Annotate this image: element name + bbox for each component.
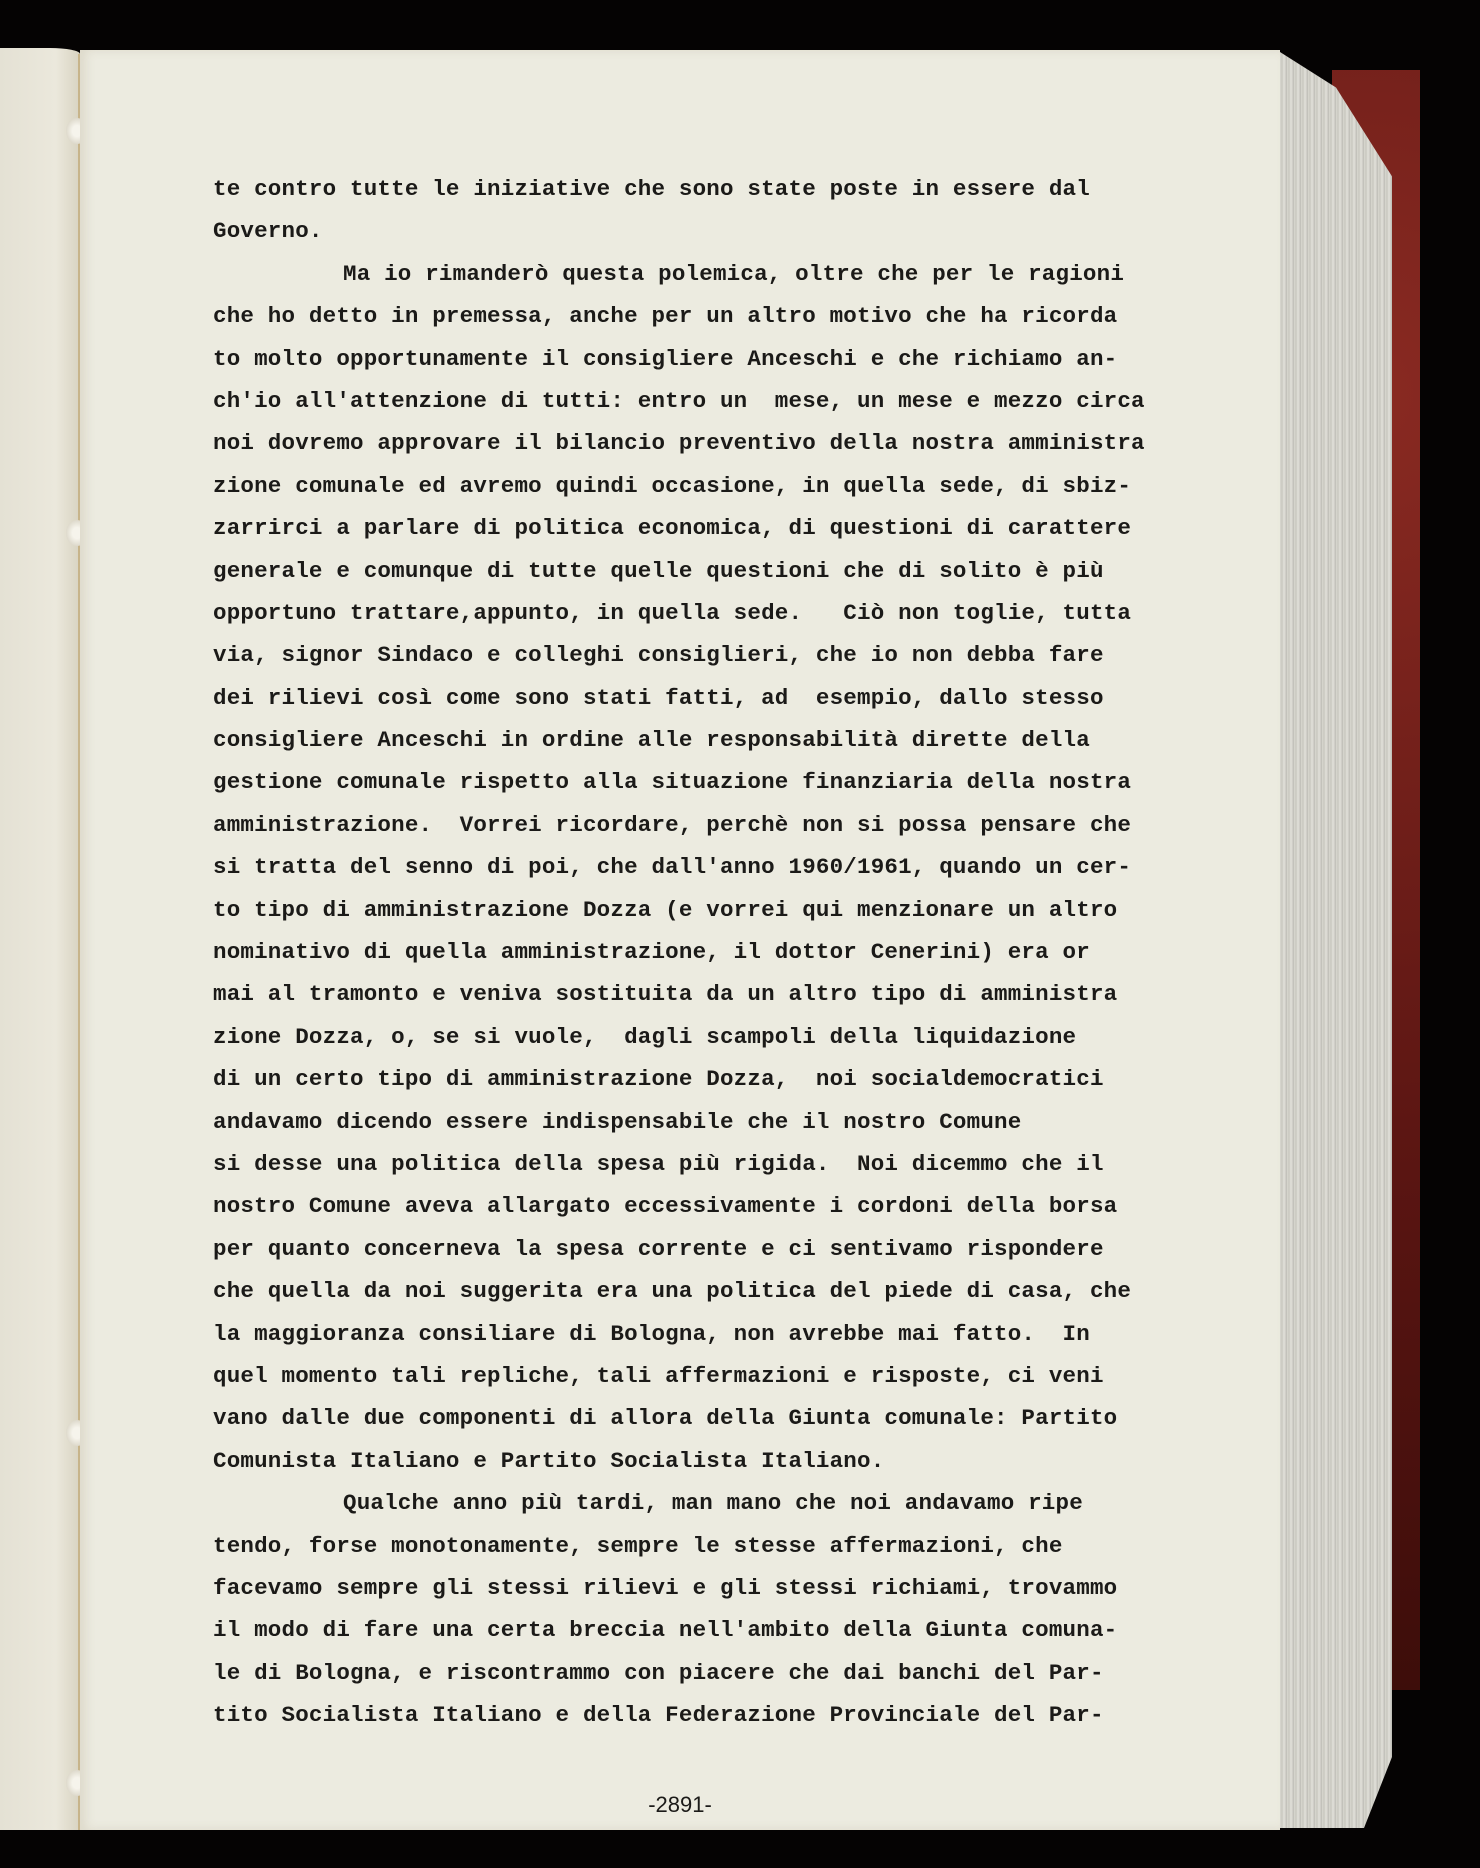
text-line: noi dovremo approvare il bilancio preventivo della nostra amministra: [213, 430, 1145, 457]
text-line: generale e comunque di tutte quelle questioni che di solito è più: [213, 557, 1104, 584]
text-line: nominativo di quella amministrazione, il dottor Cenerini) era or: [213, 939, 1090, 966]
text-line: si desse una politica della spesa più rigida. Noi dicemmo che il: [213, 1150, 1104, 1177]
text-line: via, signor Sindaco e colleghi consiglieri, che io non debba fare: [213, 642, 1104, 669]
text-line: mai al tramonto e veniva sostituita da un altro tipo di amministra: [213, 981, 1118, 1008]
page-stack-edge: [1280, 52, 1392, 1828]
text-line: to molto opportunamente il consigliere Anceschi e che richiamo an-: [213, 345, 1118, 372]
text-line: le di Bologna, e riscontrammo con piacere che dai banchi del Par-: [213, 1659, 1104, 1686]
text-line: che quella da noi suggerita era una politica del piede di casa, che: [213, 1278, 1132, 1305]
text-line: dei rilievi così come sono stati fatti, ad esempio, dallo stesso: [213, 684, 1104, 711]
text-line: vano dalle due componenti di allora della Giunta comunale: Partito: [213, 1405, 1118, 1432]
paragraph-first-line: Qualche anno più tardi, man mano che noi andavamo ripe: [343, 1490, 1083, 1517]
text-line: nostro Comune aveva allargato eccessivamente i cordoni della borsa: [213, 1193, 1118, 1220]
typewritten-body: [213, 168, 1243, 1736]
text-line: zione Dozza, o, se si vuole, dagli scampoli della liquidazione: [213, 1023, 1077, 1050]
text-line: consigliere Anceschi in ordine alle responsabilità dirette della: [213, 727, 1090, 754]
text-line: tendo, forse monotonamente, sempre le stesse affermazioni, che: [213, 1532, 1063, 1559]
text-line: te contro tutte le iniziative che sono state poste in essere dal: [213, 176, 1090, 202]
text-line: andavamo dicendo essere indispensabile che il nostro Comune: [213, 1108, 1022, 1135]
page-number: -2891-: [648, 1792, 712, 1817]
text-line: gestione comunale rispetto alla situazione finanziaria della nostra: [213, 769, 1132, 796]
text-line: quel momento tali repliche, tali affermazioni e risposte, ci veni: [213, 1362, 1104, 1389]
text-line: facevamo sempre gli stessi rilievi e gli stessi richiami, trovammo: [213, 1574, 1118, 1601]
text-line: si tratta del senno di poi, che dall'anno 1960/1961, quando un cer-: [213, 854, 1132, 881]
text-line: la maggioranza consiliare di Bologna, non avrebbe mai fatto. In: [213, 1320, 1090, 1347]
paragraph-first-line: Ma io rimanderò questa polemica, oltre che per le ragioni: [343, 260, 1125, 287]
text-line: Comunista Italiano e Partito Socialista Italiano.: [213, 1447, 885, 1474]
left-page: [0, 48, 80, 1830]
text-line: di un certo tipo di amministrazione Dozza, noi socialdemocratici: [213, 1066, 1104, 1093]
text-line: zarrirci a parlare di politica economica, di questioni di carattere: [213, 515, 1132, 542]
text-line: il modo di fare una certa breccia nell'ambito della Giunta comuna-: [213, 1617, 1118, 1644]
text-line: opportuno trattare,appunto, in quella sede. Ciò non toglie, tutta: [213, 599, 1132, 626]
text-line: ch'io all'attenzione di tutti: entro un mese, un mese e mezzo circa: [213, 387, 1145, 414]
text-line: to tipo di amministrazione Dozza (e vorrei qui menzionare un altro: [213, 896, 1118, 923]
text-line: zione comunale ed avremo quindi occasione, in quella sede, di sbiz-: [213, 472, 1132, 499]
text-line: che ho detto in premessa, anche per un altro motivo che ha ricorda: [213, 303, 1118, 330]
text-line: tito Socialista Italiano e della Federazione Provinciale del Par-: [213, 1702, 1104, 1729]
text-line: Governo.: [213, 218, 323, 245]
text-line: per quanto concerneva la spesa corrente e ci sentivamo rispondere: [213, 1235, 1104, 1262]
text-line: amministrazione. Vorrei ricordare, perchè non si possa pensare che: [213, 811, 1132, 838]
